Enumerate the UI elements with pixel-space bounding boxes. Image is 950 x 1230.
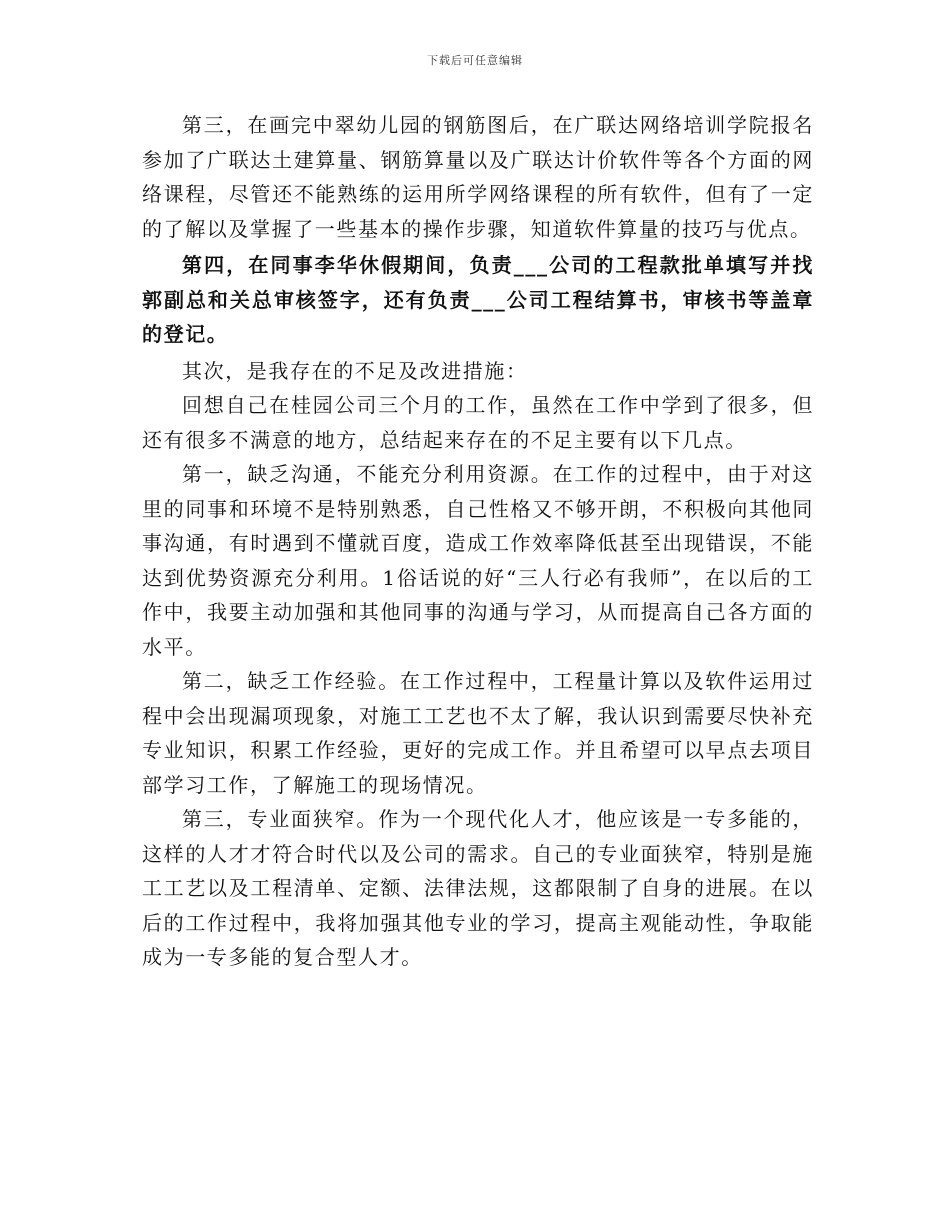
- paragraph-reflection: 回想自己在桂园公司三个月的工作，虽然在工作中学到了很多，但还有很多不满意的地方，总结起来存在的不足主要有以下几点。: [142, 393, 814, 452]
- document-body: [142, 108, 814, 975]
- paragraph-second-experience: 第二，缺乏工作经验。在工作过程中，工程量计算以及软件运用过程中会出现漏项现象，对施工工艺也不太了解，我认识到需要尽快补充专业知识，积累工作经验，更好的完成工作。并且希望可以早点去项目部学习工作，了解施工的现场情况。: [142, 669, 814, 797]
- paragraph-fourth-duties: 第四，在同事李华休假期间，负责___公司的工程款批单填写并找郭副总和关总审核签字，还有负责___公司工程结算书，审核书等盖章的登记。: [142, 253, 814, 346]
- paragraph-third-specialty: 第三，专业面狭窄。作为一个现代化人才，他应该是一专多能的，这样的人才才符合时代以及公司的需求。自己的专业面狭窄，特别是施工工艺以及工程清单、定额、法律法规，这都限制了自身的进展。在以后的工作过程中，我将加强其他专业的学习，提高主观能动性，争取能成为一专多能的复合型人才。: [142, 807, 814, 969]
- paragraph-first-communication: 第一，缺乏沟通，不能充分利用资源。在工作的过程中，由于对这里的同事和环境不是特别熟悉，自己性格又不够开朗，不积极向其他同事沟通，有时遇到不懂就百度，造成工作效率降低甚至出现错误，不能达到优势资源充分利用。1俗话说的好“三人行必有我师”，在以后的工作中，我要主动加强和其他同事的沟通与学习，从而提高自己各方面的水平。: [142, 462, 814, 659]
- page-header: 下载后可任意编辑: [427, 54, 523, 67]
- paragraph-third-training: 第三，在画完中翠幼儿园的钢筋图后，在广联达网络培训学院报名参加了广联达土建算量、钢筋算量以及广联达计价软件等各个方面的网络课程，尽管还不能熟练的运用所学网络课程的所有软件，但有了一定的了解以及掌握了一些基本的操作步骤，知道软件算量的技巧与优点。: [142, 113, 814, 241]
- paragraph-shortcomings-intro: 其次，是我存在的不足及改进措施：: [182, 358, 528, 383]
